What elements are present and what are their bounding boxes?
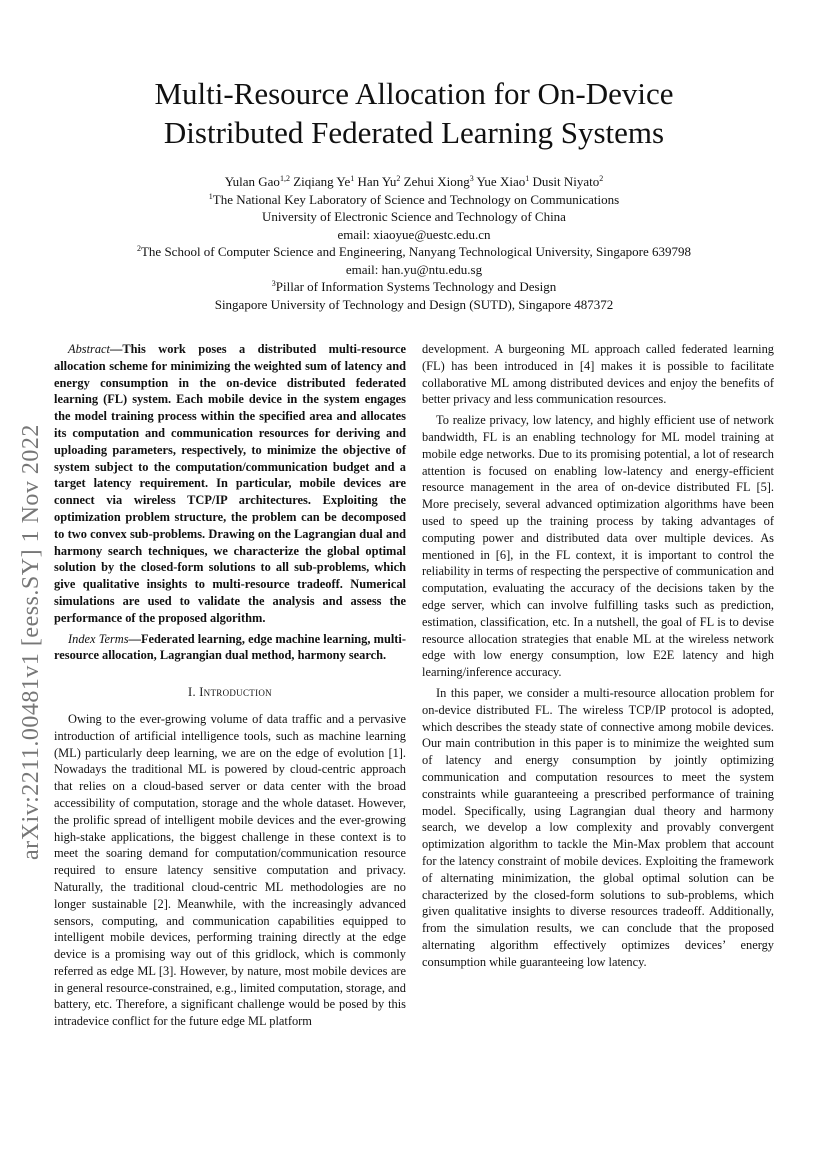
- affiliation-2-email: email: han.yu@ntu.edu.sg: [345, 261, 483, 277]
- right-paragraph-1: development. A burgeoning ML approach called federated learning (FL) has been introduced in [4] makes it is possible to facilitate collaborative ML among distributed devices and enjoy the benefits of better privacy and less communication resources.: [422, 342, 774, 407]
- right-paragraph-3: In this paper, we consider a multi-resource allocation problem for on-device distributed FL. The wireless TCP/IP protocol is adopted, which describes the steady state of connective among mobile devices. Our main contribution in this paper is to minimize the weighted sum of latency and energy consumption by jointly optimizing communication and computation resources to meet the system constraints while guaranteeing a prescribed performance of training model. Specifically, using Lagrangian dual theory and harmony search, we develop a low complexity and provably convergent optimization algorithm to tackle the Min-Max problem that account for the latency constraint of mobile devices. Exploiting the framework of alternating minimization, the global optimal solution can be characterized by the closed-form solutions to sub-problems, which given qualitative insights to diverse resources tradeoff. Additionally, from the simulation results, we can conclude that the proposed alternating algorithm effectively optimizes devices’ energy consumption while guaranteeing low latency.: [422, 685, 774, 969]
- title-line-1: Multi-Resource Allocation for On-Device: [154, 76, 674, 111]
- left-column: [54, 341, 406, 1030]
- author-4: Zehui Xiong$^3$: [403, 174, 474, 189]
- abstract: [54, 341, 406, 627]
- author-5: Yue Xiao$^1$: [476, 174, 530, 189]
- title-line-2: Distributed Federated Learning Systems: [163, 115, 665, 150]
- affiliation-1-line-2: University of Electronic Science and Technology of China: [262, 209, 566, 224]
- author-block: [60, 173, 768, 313]
- affiliation-2: $^2$The School of Computer Science and Engineering, Nanyang Technological University, Singapore 639798: [136, 244, 691, 259]
- index-terms-text: —Federated learning, edge machine learning, multi-resource allocation, Lagrangian dual method, harmony search.: [54, 631, 406, 663]
- index-terms: [54, 631, 406, 665]
- author-2: Ziqiang Ye$^1$: [293, 174, 355, 189]
- author-list: [60, 173, 768, 191]
- abstract-label: Abstract: [68, 342, 110, 356]
- affiliation-1-email: email: xiaoyue@uestc.edu.cn: [337, 226, 491, 242]
- affiliation-3-line-2: Singapore University of Technology and Design (SUTD), Singapore 487372: [214, 296, 614, 312]
- affiliation-3: $^3$Pillar of Information Systems Technology and Design: [271, 279, 557, 294]
- abstract-text: —This work poses a distributed multi-resource allocation scheme for minimizing the weighted sum of latency and energy consumption in the on-device distributed federated learning (FL) system. Each mobile device in the system engages the model training process within the specified area and allocates its computation and communication resources for deriving and uploading parameters, respectively, to minimize the objective of system subject to the computation/communication budget and a target latency requirement. In particular, mobile devices are connect via wireless TCP/IP architectures. Exploiting the optimization problem structure, the problem can be decomposed to two convex sub-problems. Drawing on the Lagrangian dual and harmony search techniques, we characterize the global optimal solution by the closed-form solutions to all sub-problems, which give qualitative insights to multi-resource tradeoff. Numerical simulations are used to validate the analysis and assess the performance of the proposed algorithm.: [54, 342, 406, 625]
- right-paragraph-2: To realize privacy, low latency, and highly efficient use of network bandwidth, FL is an enabling technology for ML model training at mobile edge networks. Due to its promising potential, a lot of research attention is focused on enabling low-latency and energy-efficient resource management in the area of on-device distributed FL [5]. More precisely, several advanced optimization algorithms have been used to speed up the training process by taking advantages of computing power and distributed data over multiple devices. As mentioned in [6], in the FL context, it is important to control the reliability in terms of respecting the perspective of communication and computation, evaluating the accuracy of the decisions taken by the edge server, which can involve fulfilling tasks such as prediction, estimation, classification, etc. In a nutshell, the goal of FL is to devise resource allocation strategies that enable ML at the wireless network edge with low energy consumption, low E2E latency and high learning/inference accuracy.: [422, 413, 774, 680]
- paper-title: [60, 74, 768, 152]
- section-number: I.: [188, 685, 196, 700]
- right-column: [422, 341, 774, 970]
- author-6: Dusit Niyato$^2$: [532, 174, 604, 189]
- author-3: Han Yu$^2$: [357, 174, 401, 189]
- index-terms-label: Index Terms: [68, 631, 129, 646]
- section-title: Introduction: [199, 685, 272, 700]
- author-1: Yulan Gao$^{1,2}$: [224, 174, 290, 189]
- intro-paragraph-1: Owing to the ever-growing volume of data traffic and a pervasive introduction of artificial intelligence tools, such as machine learning (ML) particularly deep learning, we are on the edge of evolution [1]. Nowadays the traditional ML is powered by cloud-centric approach that relies on a cloud-based server or data center with the broad accessibility of computation, storage and the whole dataset. However, the prolific spread of intelligent mobile devices and the ever-growing high-stake applications, the biggest challenge in these context is to meet the soaring demand for computation/communication resource required to ensure latency sensitive computation and privacy. Naturally, the traditional cloud-centric ML methodologies are no longer sustainable [2]. Meanwhile, with the increasingly advanced sensors, computing, and communication capabilities equipped to intelligent mobile devices, performing training directly at the edge device is a promising way out of this gridlock, which is commonly referred as edge ML [3]. However, by nature, most mobile devices are in general resource-constrained, e.g., limited computation, storage, and battery, etc. Therefore, a significant challenge would be posed by this intradevice conflict for the future edge ML platform: [54, 711, 406, 1029]
- section-heading: [54, 684, 406, 701]
- affiliation-1: $^1$The National Key Laboratory of Science and Technology on Communications: [208, 191, 620, 207]
- arxiv-identifier: arXiv:2211.00481v1 [eess.SY] 1 Nov 2022: [18, 424, 44, 860]
